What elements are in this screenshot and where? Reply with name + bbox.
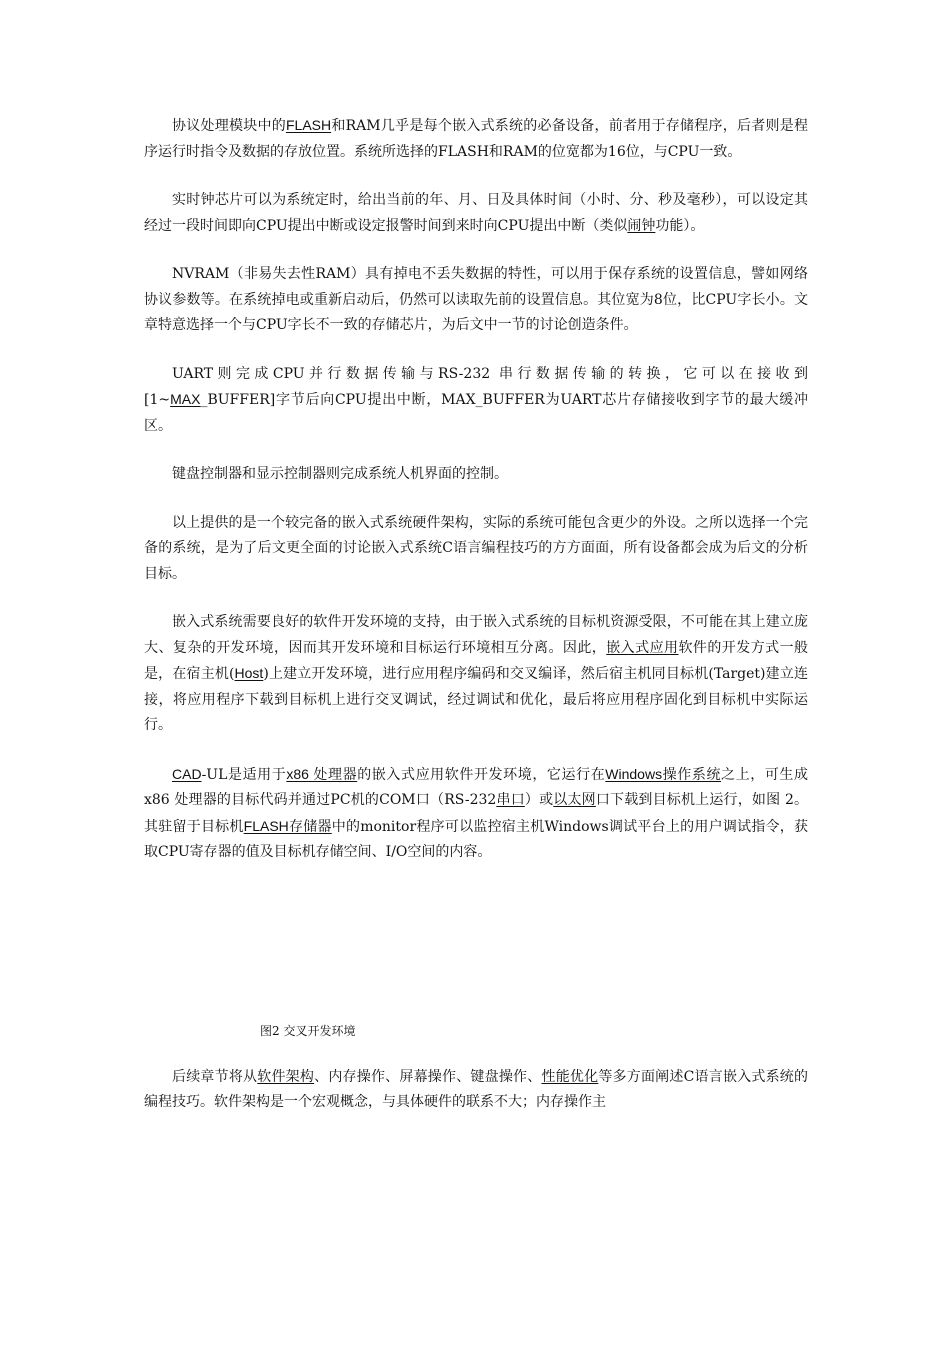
- text: 、内存操作、屏幕操作、键盘操作、: [314, 1068, 542, 1085]
- text: 后续章节将从: [172, 1068, 258, 1085]
- link-windows-os[interactable]: Windows操作系统: [605, 765, 722, 782]
- link-embedded-application[interactable]: 嵌入式应用: [606, 639, 679, 656]
- link-performance-optimization[interactable]: 性能优化: [541, 1068, 599, 1085]
- link-alarm-clock[interactable]: 闹钟: [627, 217, 656, 234]
- figure-2-placeholder: [144, 866, 808, 1021]
- text: ）或: [524, 792, 554, 808]
- text: 口下载到目标机上运行，如图 2。其驻留于目标机: [144, 792, 809, 835]
- text: 等多方面阐述C语言嵌入式系统的编程技巧。软件架构是一个宏观概念，与具体硬件的联系不大；内存操作主: [144, 1068, 808, 1110]
- paragraph-hardware-summary: 以上提供的是一个较完备的嵌入式系统硬件架构，实际的系统可能包含更少的外设。之所以选择一个完备的系统，是为了后文更全面的讨论嵌入式系统C语言编程技巧的方方面面，所有设备都会成为后文的分析目标。: [144, 514, 808, 582]
- text: 功能）。: [655, 217, 705, 234]
- link-serial-port[interactable]: 串口: [496, 792, 525, 808]
- text: 的嵌入式应用软件开发环境，它运行在: [357, 766, 606, 783]
- link-flash[interactable]: FLASH: [285, 117, 332, 133]
- text: _BUFFER]字节后向CPU提出中断，MAX_BUFFER为UART芯片存储接收到字节的最大缓冲区。: [144, 392, 808, 434]
- text: -UL是适用于: [201, 766, 287, 783]
- link-flash-memory[interactable]: FLASH存储器: [243, 817, 332, 834]
- text: 软件的开发方式一般是，在宿主机(: [144, 639, 809, 682]
- document-body: [144, 113, 808, 1116]
- text: UART则完成CPU并行数据传输与RS-232 串行数据传输的转换，它可以在接收到[1~: [144, 365, 808, 408]
- figure-caption: 图2 交叉开发环境: [260, 1023, 356, 1038]
- link-host[interactable]: Host: [234, 665, 264, 681]
- paragraph-dev-environment: [144, 610, 808, 739]
- text: )上建立开发环境，进行应用程序编码和交叉编译，然后宿主机同目标机(Target)建立连接，将应用程序下载到目标机上进行交叉调试，经过调试和优化，最后将应用程序固化到目标机中实际运行。: [144, 666, 808, 733]
- text: 实时钟芯片可以为系统定时，给出当前的年、月、日及具体时间（小时、分、秒及毫秒），可以设定其经过一段时间即向CPU提出中断或设定报警时间到来时向CPU提出中断（类似: [144, 192, 808, 234]
- paragraph-later-chapters: [144, 1065, 808, 1116]
- paragraph-keyboard-display: 键盘控制器和显示控制器则完成系统人机界面的控制。: [172, 466, 508, 482]
- text: 之上，可生成x86 处理器的目标代码并通过PC机的COM口（RS-232: [144, 766, 809, 808]
- text: 和RAM几乎是每个嵌入式系统的必备设备，前者用于存储程序，后者则是程序运行时指令及数据的存放位置。系统所选择的FLASH和RAM的位宽都为16位，与CPU一致。: [144, 118, 808, 160]
- paragraph-rtc: [144, 188, 808, 239]
- link-max[interactable]: MAX: [170, 391, 201, 407]
- paragraph-cad-ul: [144, 762, 808, 866]
- link-x86-processor[interactable]: x86 处理器: [286, 765, 358, 782]
- paragraph-uart: [144, 362, 808, 440]
- link-ethernet[interactable]: 以太网: [553, 792, 596, 808]
- paragraph-flash-ram: [144, 113, 808, 165]
- text: 嵌入式系统需要良好的软件开发环境的支持，由于嵌入式系统的目标机资源受限，不可能在其上建立庞大、复杂的开发环境，因而其开发环境和目标运行环境相互分离。因此，: [144, 614, 808, 656]
- link-software-architecture[interactable]: 软件架构: [257, 1068, 315, 1085]
- paragraph-nvram: NVRAM（非易失去性RAM）具有掉电不丢失数据的特性，可以用于保存系统的设置信息，譬如网络协议参数等。在系统掉电或重新启动后，仍然可以读取先前的设置信息。其位宽为8位，比CPU字长小。文章特意选择一个与CPU字长不一致的存储芯片，为后文中一节的讨论创造条件。: [144, 266, 808, 333]
- text: 中的monitor程序可以监控宿主机Windows调试平台上的用户调试指令，获取CPU寄存器的值及目标机存储空间、I/O空间的内容。: [144, 818, 809, 860]
- link-cad[interactable]: CAD: [172, 765, 202, 782]
- text: 协议处理模块中的: [172, 118, 286, 134]
